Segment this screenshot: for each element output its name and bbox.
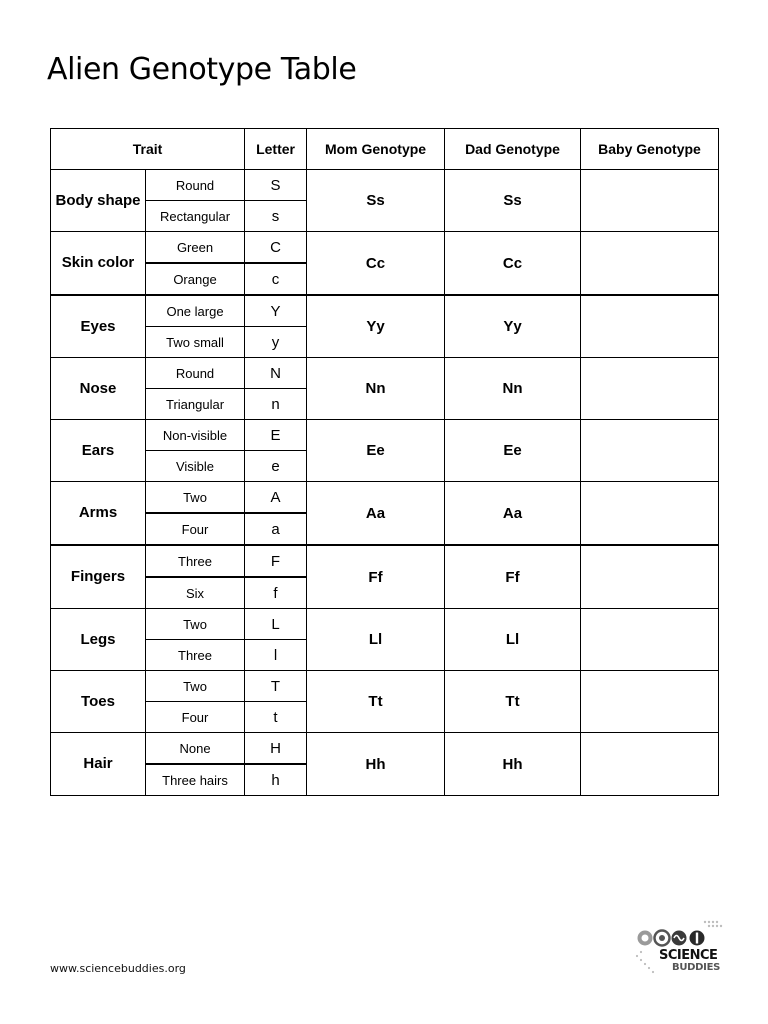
recessive-variant: Three bbox=[146, 640, 245, 671]
recessive-letter: a bbox=[245, 513, 307, 545]
trait-name: Fingers bbox=[51, 545, 146, 609]
recessive-letter: t bbox=[245, 702, 307, 733]
mom-genotype: Tt bbox=[307, 671, 445, 733]
recessive-variant: Two small bbox=[146, 327, 245, 358]
table-row bbox=[51, 482, 719, 514]
dominant-letter: T bbox=[245, 671, 307, 702]
baby-genotype-cell[interactable] bbox=[581, 545, 719, 609]
baby-genotype-cell[interactable] bbox=[581, 671, 719, 733]
header-letter: Letter bbox=[245, 129, 307, 170]
dominant-letter: H bbox=[245, 733, 307, 765]
dad-genotype: Yy bbox=[445, 295, 581, 358]
dad-genotype: Hh bbox=[445, 733, 581, 796]
dad-genotype: Ss bbox=[445, 170, 581, 232]
recessive-variant: Four bbox=[146, 513, 245, 545]
mom-genotype: Aa bbox=[307, 482, 445, 546]
dominant-letter: Y bbox=[245, 295, 307, 327]
baby-genotype-cell[interactable] bbox=[581, 232, 719, 296]
baby-genotype-cell[interactable] bbox=[581, 609, 719, 671]
recessive-variant: Six bbox=[146, 577, 245, 609]
dominant-variant: Non-visible bbox=[146, 420, 245, 451]
dad-genotype: Ll bbox=[445, 609, 581, 671]
mom-genotype: Hh bbox=[307, 733, 445, 796]
dominant-variant: None bbox=[146, 733, 245, 765]
table-row bbox=[51, 232, 719, 264]
dominant-letter: L bbox=[245, 609, 307, 640]
logo-wordmark bbox=[659, 950, 725, 974]
mom-genotype: Ll bbox=[307, 609, 445, 671]
baby-genotype-cell[interactable] bbox=[581, 358, 719, 420]
trait-name: Legs bbox=[51, 609, 146, 671]
table-row bbox=[51, 671, 719, 702]
mom-genotype: Ee bbox=[307, 420, 445, 482]
baby-genotype-cell[interactable] bbox=[581, 170, 719, 232]
mom-genotype: Nn bbox=[307, 358, 445, 420]
dominant-variant: Two bbox=[146, 671, 245, 702]
recessive-letter: n bbox=[245, 389, 307, 420]
recessive-variant: Visible bbox=[146, 451, 245, 482]
header-mom-genotype: Mom Genotype bbox=[307, 129, 445, 170]
dad-genotype: Aa bbox=[445, 482, 581, 546]
dominant-variant: Round bbox=[146, 358, 245, 389]
dominant-letter: E bbox=[245, 420, 307, 451]
genotype-table bbox=[50, 128, 719, 796]
recessive-letter: y bbox=[245, 327, 307, 358]
trait-name: Skin color bbox=[51, 232, 146, 296]
table-row bbox=[51, 420, 719, 451]
baby-genotype-cell[interactable] bbox=[581, 482, 719, 546]
header-row bbox=[51, 129, 719, 170]
dad-genotype: Nn bbox=[445, 358, 581, 420]
dominant-letter: C bbox=[245, 232, 307, 264]
dominant-letter: N bbox=[245, 358, 307, 389]
dominant-variant: Green bbox=[146, 232, 245, 264]
mom-genotype: Cc bbox=[307, 232, 445, 296]
recessive-letter: l bbox=[245, 640, 307, 671]
recessive-letter: f bbox=[245, 577, 307, 609]
dominant-variant: Two bbox=[146, 482, 245, 514]
recessive-letter: e bbox=[245, 451, 307, 482]
trait-name: Ears bbox=[51, 420, 146, 482]
baby-genotype-cell[interactable] bbox=[581, 295, 719, 358]
table-row bbox=[51, 545, 719, 577]
trait-name: Hair bbox=[51, 733, 146, 796]
dominant-letter: F bbox=[245, 545, 307, 577]
dad-genotype: Ff bbox=[445, 545, 581, 609]
mom-genotype: Yy bbox=[307, 295, 445, 358]
dominant-variant: Round bbox=[146, 170, 245, 201]
trait-name: Toes bbox=[51, 671, 146, 733]
recessive-variant: Four bbox=[146, 702, 245, 733]
recessive-variant: Orange bbox=[146, 263, 245, 295]
trait-name: Body shape bbox=[51, 170, 146, 232]
trait-name: Nose bbox=[51, 358, 146, 420]
trait-name: Eyes bbox=[51, 295, 146, 358]
recessive-letter: h bbox=[245, 764, 307, 796]
table-row bbox=[51, 609, 719, 640]
page-title: Alien Genotype Table bbox=[47, 52, 357, 87]
dad-genotype: Tt bbox=[445, 671, 581, 733]
recessive-variant: Triangular bbox=[146, 389, 245, 420]
header-dad-genotype: Dad Genotype bbox=[445, 129, 581, 170]
table-row bbox=[51, 358, 719, 389]
dad-genotype: Cc bbox=[445, 232, 581, 296]
recessive-letter: c bbox=[245, 263, 307, 295]
dominant-variant: One large bbox=[146, 295, 245, 327]
logo-line-buddies: BUDDIES bbox=[672, 962, 720, 973]
dominant-variant: Three bbox=[146, 545, 245, 577]
mom-genotype: Ff bbox=[307, 545, 445, 609]
recessive-letter: s bbox=[245, 201, 307, 232]
table-row bbox=[51, 733, 719, 765]
header-trait: Trait bbox=[51, 129, 245, 170]
recessive-variant: Rectangular bbox=[146, 201, 245, 232]
dominant-variant: Two bbox=[146, 609, 245, 640]
logo-line-science: SCIENCE bbox=[659, 948, 718, 963]
table-row bbox=[51, 295, 719, 327]
mom-genotype: Ss bbox=[307, 170, 445, 232]
footer-url: www.sciencebuddies.org bbox=[50, 962, 186, 975]
dominant-letter: S bbox=[245, 170, 307, 201]
header-baby-genotype: Baby Genotype bbox=[581, 129, 719, 170]
baby-genotype-cell[interactable] bbox=[581, 420, 719, 482]
recessive-variant: Three hairs bbox=[146, 764, 245, 796]
dominant-letter: A bbox=[245, 482, 307, 514]
table-row bbox=[51, 170, 719, 201]
dad-genotype: Ee bbox=[445, 420, 581, 482]
baby-genotype-cell[interactable] bbox=[581, 733, 719, 796]
trait-name: Arms bbox=[51, 482, 146, 546]
